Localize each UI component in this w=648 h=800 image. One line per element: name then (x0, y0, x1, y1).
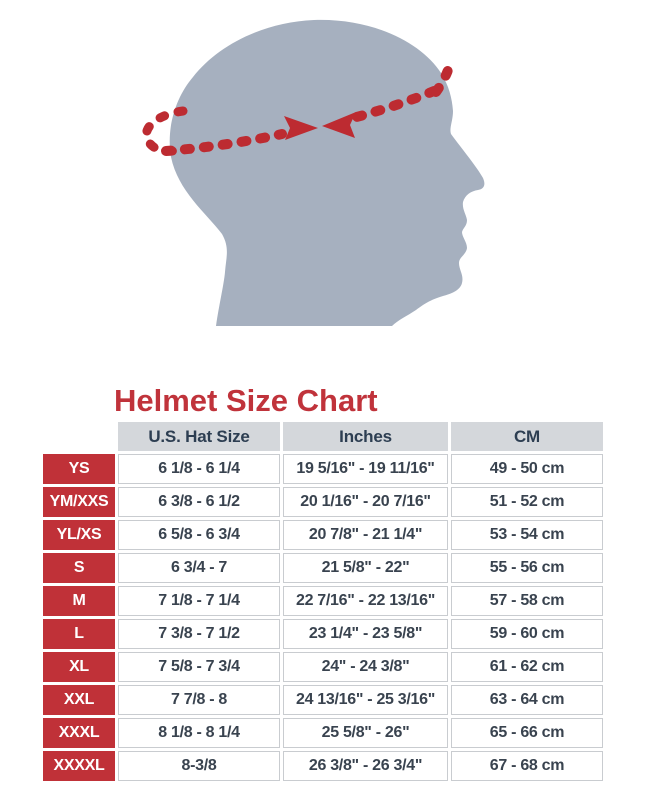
size-label: L (43, 619, 115, 649)
cm-cell: 61 - 62 cm (451, 652, 603, 682)
head-silhouette (170, 20, 485, 326)
inches-cell: 22 7/16" - 22 13/16" (283, 586, 448, 616)
hat-size-cell: 7 5/8 - 7 3/4 (118, 652, 280, 682)
size-label: YS (43, 454, 115, 484)
table-row (43, 553, 603, 583)
size-label: XXL (43, 685, 115, 715)
size-table (40, 419, 606, 784)
cm-cell: 65 - 66 cm (451, 718, 603, 748)
hat-size-cell: 7 1/8 - 7 1/4 (118, 586, 280, 616)
page-title: Helmet Size Chart (114, 383, 378, 418)
hat-size-cell: 6 3/4 - 7 (118, 553, 280, 583)
column-header-us-hat-size: U.S. Hat Size (118, 422, 280, 451)
table-header-row (43, 422, 603, 451)
column-header-inches: Inches (283, 422, 448, 451)
size-label: XXXXL (43, 751, 115, 781)
inches-cell: 19 5/16" - 19 11/16" (283, 454, 448, 484)
hat-size-cell: 6 5/8 - 6 3/4 (118, 520, 280, 550)
column-header-cm: CM (451, 422, 603, 451)
inches-cell: 26 3/8" - 26 3/4" (283, 751, 448, 781)
table-row (43, 520, 603, 550)
cm-cell: 55 - 56 cm (451, 553, 603, 583)
table-row (43, 454, 603, 484)
head-measurement-diagram (0, 0, 648, 372)
inches-cell: 24" - 24 3/8" (283, 652, 448, 682)
hat-size-cell: 7 7/8 - 8 (118, 685, 280, 715)
table-row (43, 718, 603, 748)
inches-cell: 25 5/8" - 26" (283, 718, 448, 748)
size-label: M (43, 586, 115, 616)
size-label: XL (43, 652, 115, 682)
table-row (43, 619, 603, 649)
table-corner-cell (43, 422, 115, 451)
inches-cell: 21 5/8" - 22" (283, 553, 448, 583)
cm-cell: 49 - 50 cm (451, 454, 603, 484)
table-row (43, 751, 603, 781)
inches-cell: 20 7/8" - 21 1/4" (283, 520, 448, 550)
cm-cell: 67 - 68 cm (451, 751, 603, 781)
hat-size-cell: 8 1/8 - 8 1/4 (118, 718, 280, 748)
inches-cell: 23 1/4" - 23 5/8" (283, 619, 448, 649)
hat-size-cell: 8-3/8 (118, 751, 280, 781)
size-label: XXXL (43, 718, 115, 748)
hat-size-cell: 7 3/8 - 7 1/2 (118, 619, 280, 649)
table-row (43, 652, 603, 682)
size-label: YL/XS (43, 520, 115, 550)
inches-cell: 24 13/16" - 25 3/16" (283, 685, 448, 715)
cm-cell: 63 - 64 cm (451, 685, 603, 715)
hat-size-cell: 6 1/8 - 6 1/4 (118, 454, 280, 484)
cm-cell: 59 - 60 cm (451, 619, 603, 649)
cm-cell: 57 - 58 cm (451, 586, 603, 616)
size-label: S (43, 553, 115, 583)
table-row (43, 487, 603, 517)
hat-size-cell: 6 3/8 - 6 1/2 (118, 487, 280, 517)
cm-cell: 51 - 52 cm (451, 487, 603, 517)
table-row (43, 586, 603, 616)
size-label: YM/XXS (43, 487, 115, 517)
inches-cell: 20 1/16" - 20 7/16" (283, 487, 448, 517)
table-row (43, 685, 603, 715)
cm-cell: 53 - 54 cm (451, 520, 603, 550)
